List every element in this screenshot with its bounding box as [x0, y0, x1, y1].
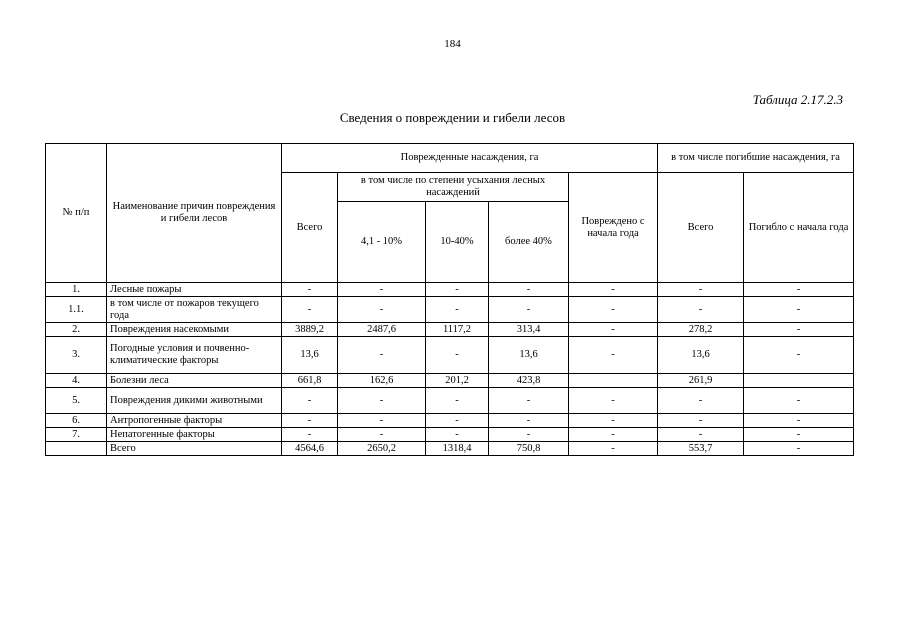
- cell-name: Болезни леса: [107, 374, 282, 388]
- cell-deg2: -: [426, 283, 489, 297]
- cell-since: -: [569, 283, 658, 297]
- cell-since: -: [569, 337, 658, 374]
- cell-dead-total: -: [658, 283, 744, 297]
- table-row: [46, 283, 854, 297]
- cell-name: Антропогенные факторы: [107, 414, 282, 428]
- header-dead-group: в том числе погибшие насаждения, га: [658, 144, 854, 173]
- cell-num: 6.: [46, 414, 107, 428]
- cell-dead-since: -: [744, 283, 854, 297]
- cell-total: -: [282, 297, 338, 323]
- cell-deg3: 750,8: [489, 442, 569, 456]
- cell-deg3: 423,8: [489, 374, 569, 388]
- cell-since: -: [569, 323, 658, 337]
- cell-deg3: 13,6: [489, 337, 569, 374]
- table-row: [46, 374, 854, 388]
- cell-dead-since: -: [744, 388, 854, 414]
- cell-dead-since: -: [744, 297, 854, 323]
- cell-deg2: -: [426, 297, 489, 323]
- cell-total: 4564,6: [282, 442, 338, 456]
- cell-num: 4.: [46, 374, 107, 388]
- cell-dead-total: -: [658, 388, 744, 414]
- cell-num: 1.: [46, 283, 107, 297]
- cell-num: 5.: [46, 388, 107, 414]
- cell-since: -: [569, 414, 658, 428]
- header-dead-since: Погибло с начала года: [744, 173, 854, 283]
- cell-deg3: -: [489, 283, 569, 297]
- cell-deg3: -: [489, 428, 569, 442]
- cell-name: Всего: [107, 442, 282, 456]
- table-row-total: [46, 442, 854, 456]
- cell-deg1: -: [338, 414, 426, 428]
- cell-dead-since: -: [744, 428, 854, 442]
- cell-dead-total: -: [658, 297, 744, 323]
- header-degree-2: 10-40%: [426, 202, 489, 283]
- table-row: [46, 388, 854, 414]
- cell-num: 3.: [46, 337, 107, 374]
- table-row: [46, 297, 854, 323]
- cell-dead-since: -: [744, 414, 854, 428]
- cell-name: Непатогенные факторы: [107, 428, 282, 442]
- cell-deg2: -: [426, 337, 489, 374]
- cell-deg2: -: [426, 428, 489, 442]
- table-row: [46, 323, 854, 337]
- cell-num: 1.1.: [46, 297, 107, 323]
- cell-since: -: [569, 388, 658, 414]
- cell-total: 13,6: [282, 337, 338, 374]
- table-title: Сведения о повреждении и гибели лесов: [339, 110, 566, 125]
- header-total: Всего: [282, 173, 338, 283]
- cell-total: -: [282, 414, 338, 428]
- cell-deg3: -: [489, 414, 569, 428]
- header-degree-3: более 40%: [489, 202, 569, 283]
- header-degree-1: 4,1 - 10%: [338, 202, 426, 283]
- cell-deg1: 2487,6: [338, 323, 426, 337]
- cell-dead-total: -: [658, 428, 744, 442]
- cell-name: Лесные пожары: [107, 283, 282, 297]
- header-damaged-group: Поврежденные насаждения, га: [282, 144, 658, 173]
- cell-dead-total: 13,6: [658, 337, 744, 374]
- header-name: Наименование причин повреждения и гибели лесов: [107, 144, 282, 283]
- cell-deg3: -: [489, 388, 569, 414]
- header-by-degree: в том числе по степени усыхания лесных насаждений: [338, 173, 569, 202]
- header-num: № п/п: [46, 144, 107, 283]
- cell-num: [46, 442, 107, 456]
- cell-deg2: -: [426, 414, 489, 428]
- table-row: [46, 414, 854, 428]
- cell-dead-total: -: [658, 414, 744, 428]
- cell-dead-total: 261,9: [658, 374, 744, 388]
- cell-deg1: 2650,2: [338, 442, 426, 456]
- cell-num: 7.: [46, 428, 107, 442]
- cell-total: 661,8: [282, 374, 338, 388]
- cell-deg1: -: [338, 388, 426, 414]
- cell-total: 3889,2: [282, 323, 338, 337]
- cell-dead-since: -: [744, 337, 854, 374]
- cell-name: в том числе от пожаров текущего года: [107, 297, 282, 323]
- cell-deg1: -: [338, 337, 426, 374]
- cell-name: Погодные условия и почвенно-климатические факторы: [107, 337, 282, 374]
- table-row: [46, 428, 854, 442]
- cell-dead-since: [744, 374, 854, 388]
- cell-deg2: 1117,2: [426, 323, 489, 337]
- header-damaged-since: Повреждено с начала года: [569, 173, 658, 283]
- forest-damage-table: [45, 143, 854, 456]
- cell-total: -: [282, 388, 338, 414]
- cell-since: [569, 374, 658, 388]
- cell-deg3: 313,4: [489, 323, 569, 337]
- header-dead-total: Всего: [658, 173, 744, 283]
- table-row: [46, 337, 854, 374]
- cell-dead-total: 553,7: [658, 442, 744, 456]
- cell-name: Повреждения дикими животными: [107, 388, 282, 414]
- table-reference: Таблица 2.17.2.3: [752, 92, 843, 107]
- cell-total: -: [282, 283, 338, 297]
- cell-total: -: [282, 428, 338, 442]
- cell-since: -: [569, 442, 658, 456]
- cell-dead-since: -: [744, 442, 854, 456]
- cell-deg2: 1318,4: [426, 442, 489, 456]
- cell-deg1: -: [338, 297, 426, 323]
- cell-dead-since: -: [744, 323, 854, 337]
- cell-deg3: -: [489, 297, 569, 323]
- cell-deg2: 201,2: [426, 374, 489, 388]
- cell-dead-total: 278,2: [658, 323, 744, 337]
- cell-deg1: 162,6: [338, 374, 426, 388]
- cell-deg1: -: [338, 283, 426, 297]
- page-number: 184: [444, 38, 461, 50]
- cell-num: 2.: [46, 323, 107, 337]
- cell-name: Повреждения насекомыми: [107, 323, 282, 337]
- cell-since: -: [569, 297, 658, 323]
- cell-deg2: -: [426, 388, 489, 414]
- cell-deg1: -: [338, 428, 426, 442]
- cell-since: -: [569, 428, 658, 442]
